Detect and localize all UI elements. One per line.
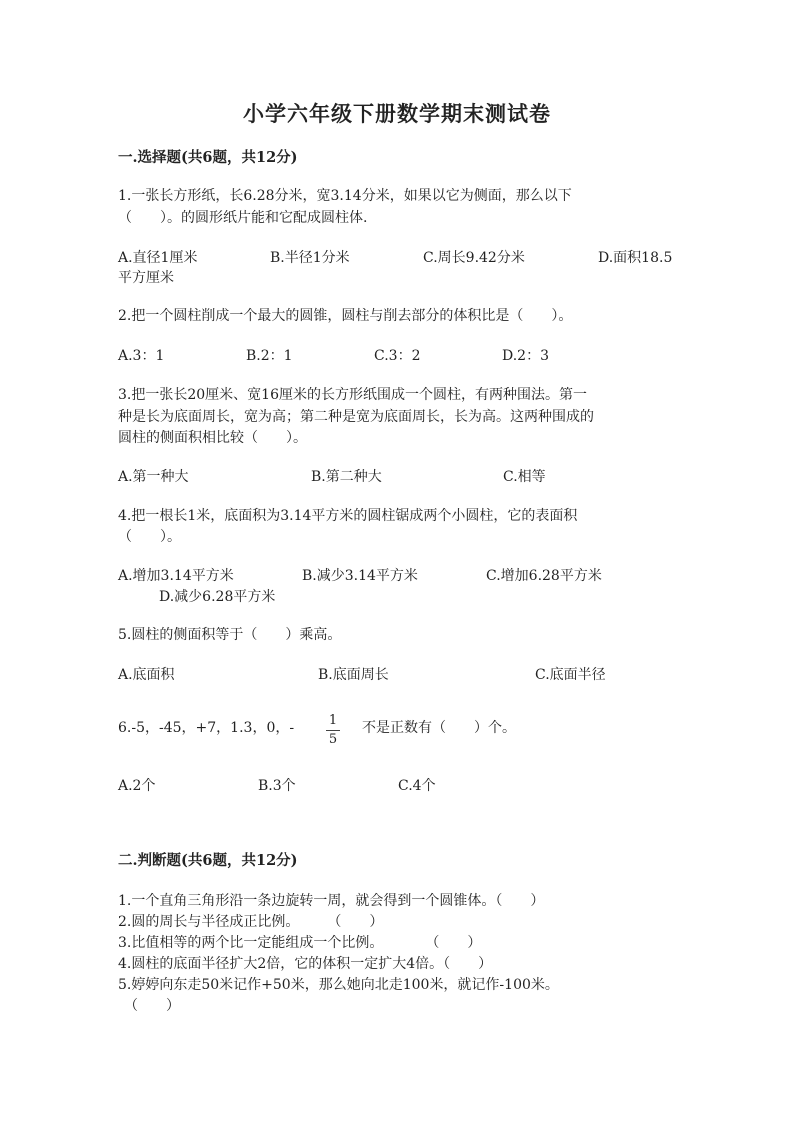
q6-option-c: C.4个 bbox=[398, 778, 436, 794]
judgment-item: 1.一个直角三角形沿一条边旋转一周，就会得到一个圆锥体。（ ） bbox=[118, 893, 545, 909]
q1-option-d-cont: 平方厘米 bbox=[118, 270, 174, 286]
q1-text-line1: 1.一张长方形纸，长6.28分米，宽3.14分米，如果以它为侧面，那么以下 bbox=[118, 188, 572, 204]
q4-option-c: C.增加6.28平方米 bbox=[486, 568, 602, 584]
judgment-item: 4.圆柱的底面半径扩大2倍，它的体积一定扩大4倍。（ ） bbox=[118, 956, 493, 972]
q3-text-line1: 3.把一张长20厘米、宽16厘米的长方形纸围成一个圆柱，有两种围法。第一 bbox=[118, 387, 587, 403]
q4-option-b: B.减少3.14平方米 bbox=[302, 568, 418, 584]
q2-text: 2.把一个圆柱削成一个最大的圆锥，圆柱与削去部分的体积比是（ ）。 bbox=[118, 308, 573, 324]
q2-option-b: B.2：1 bbox=[246, 348, 293, 364]
judgment-item: 3.比值相等的两个比一定能组成一个比例。 （ ） bbox=[118, 935, 482, 951]
fraction-denominator: 5 bbox=[328, 732, 338, 747]
q3-option-c: C.相等 bbox=[503, 469, 546, 485]
section-heading-judgment: 二.判断题(共6题，共12分) bbox=[118, 852, 298, 869]
q1-option-d: D.面积18.5 bbox=[598, 250, 673, 266]
q5-option-b: B.底面周长 bbox=[318, 667, 389, 683]
q3-text-line3: 圆柱的侧面积相比较（ ）。 bbox=[118, 430, 307, 446]
fraction-bar bbox=[326, 730, 340, 731]
q6-option-b: B.3个 bbox=[258, 778, 296, 794]
q3-option-b: B.第二种大 bbox=[311, 469, 382, 485]
q1-option-c: C.周长9.42分米 bbox=[423, 250, 525, 266]
q5-text: 5.圆柱的侧面积等于（ ）乘高。 bbox=[118, 627, 342, 643]
judgment-item-cont: （ ） bbox=[124, 998, 180, 1014]
q5-option-c: C.底面半径 bbox=[535, 667, 606, 683]
q3-text-line2: 种是长为底面周长，宽为高；第二种是宽为底面周长，长为高。这两种围成的 bbox=[118, 409, 594, 425]
q4-text-line2: （ ）。 bbox=[118, 529, 181, 545]
q6-option-a: A.2个 bbox=[118, 778, 156, 794]
page-title: 小学六年级下册数学期末测试卷 bbox=[243, 101, 551, 126]
judgment-item: 5.婷婷向东走50米记作+50米，那么她向北走100米，就记作-100米。 bbox=[118, 977, 559, 993]
q6-text-prefix: 6.-5，-45，+7，1.3，0，- bbox=[118, 720, 295, 736]
judgment-item: 2.圆的周长与半径成正比例。 （ ） bbox=[118, 914, 384, 930]
q3-option-a: A.第一种大 bbox=[118, 469, 189, 485]
section-heading-choice: 一.选择题(共6题，共12分) bbox=[118, 149, 298, 166]
q5-option-a: A.底面积 bbox=[118, 667, 175, 683]
q1-option-a: A.直径1厘米 bbox=[118, 250, 198, 266]
q1-option-b: B.半径1分米 bbox=[270, 250, 350, 266]
q2-option-c: C.3：2 bbox=[374, 348, 421, 364]
q6-fraction bbox=[326, 713, 340, 748]
q6-text-suffix: 不是正数有（ ）个。 bbox=[362, 720, 516, 736]
q2-option-a: A.3：1 bbox=[118, 348, 165, 364]
q1-text-line2: （ ）。的圆形纸片能和它配成圆柱体. bbox=[118, 210, 368, 226]
q2-option-d: D.2：3 bbox=[502, 348, 549, 364]
fraction-numerator: 1 bbox=[328, 713, 338, 728]
q4-option-a: A.增加3.14平方米 bbox=[118, 568, 234, 584]
q4-option-d: D.减少6.28平方米 bbox=[159, 589, 276, 605]
q4-text-line1: 4.把一根长1米，底面积为3.14平方米的圆柱锯成两个小圆柱，它的表面积 bbox=[118, 508, 578, 524]
